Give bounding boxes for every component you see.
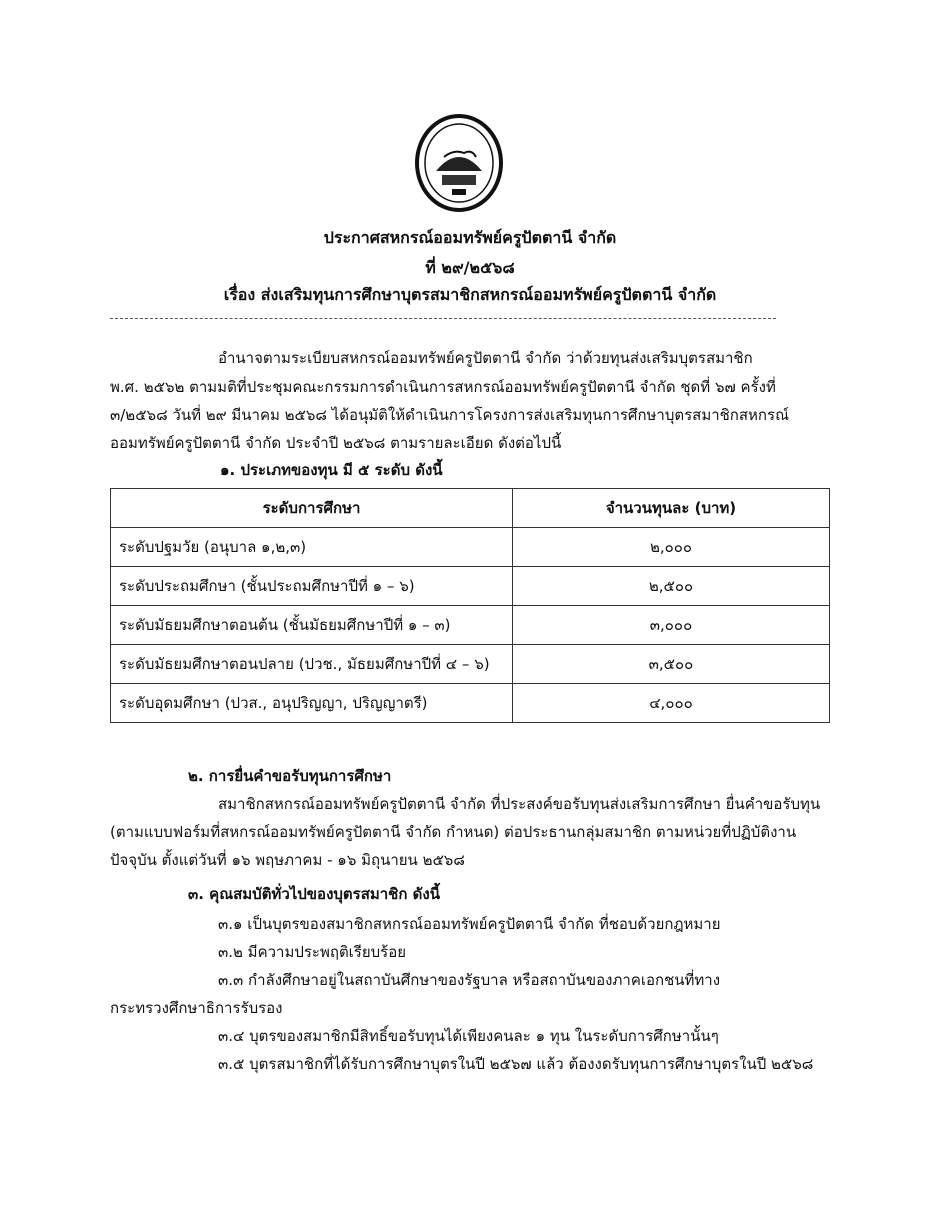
table-row <box>111 645 830 684</box>
intro-line-3: ๓/๒๕๖๘ วันที่ ๒๙ มีนาคม ๒๕๖๘ ได้อนุมัติให้ดำเนินการโครงการส่งเสริมทุนการศึกษาบุตรสมาชิกสหกรณ์ <box>110 406 789 424</box>
table-row <box>111 606 830 645</box>
level-cell: ระดับอุดมศึกษา (ปวส., อนุปริญญา, ปริญญาตรี) <box>111 684 513 723</box>
section-2-line-3: ปัจจุบัน ตั้งแต่วันที่ ๑๖ พฤษภาคม - ๑๖ มิถุนายน ๒๕๖๘ <box>110 851 465 869</box>
section-3-item-3: ๓.๓ กำลังศึกษาอยู่ในสถาบันศึกษาของรัฐบาล หรือสถาบันของภาคเอกชนที่ทาง <box>218 971 721 989</box>
level-cell: ระดับปฐมวัย (อนุบาล ๑,๒,๓) <box>111 528 513 567</box>
section-3-item-2: ๓.๒ มีความประพฤติเรียบร้อย <box>218 943 407 961</box>
section-2-line-2: (ตามแบบฟอร์มที่สหกรณ์ออมทรัพย์ครูปัตตานี จำกัด กำหนด) ต่อประธานกลุ่มสมาชิก ตามหน่วยที่ปฏิบัติงาน <box>110 823 797 841</box>
column-header-amount: จำนวนทุนละ (บาท) <box>513 489 830 528</box>
announcement-number: ที่ ๒๙/๒๕๖๘ <box>425 258 515 277</box>
section-3-item-3-continued: กระทรวงศึกษาธิการรับรอง <box>110 999 283 1017</box>
divider <box>110 318 776 319</box>
section-2-line-1: สมาชิกสหกรณ์ออมทรัพย์ครูปัตตานี จำกัด ที่ประสงค์ขอรับทุนส่งเสริมการศึกษา ยื่นคำขอรับทุน <box>218 795 821 813</box>
section-3-item-5: ๓.๕ บุตรสมาชิกที่ได้รับการศึกษาบุตรในปี ๒๕๖๗ แล้ว ต้องงดรับทุนการศึกษาบุตรในปี ๒๕๖๘ <box>218 1055 814 1073</box>
column-header-level: ระดับการศึกษา <box>111 489 513 528</box>
announcement-subject: เรื่อง ส่งเสริมทุนการศึกษาบุตรสมาชิกสหกรณ์ออมทรัพย์ครูปัตตานี จำกัด <box>223 285 717 304</box>
table-row <box>111 528 830 567</box>
intro-line-2: พ.ศ. ๒๕๖๒ ตามมติที่ประชุมคณะกรรมการดำเนินการสหกรณ์ออมทรัพย์ครูปัตตานี จำกัด ชุดที่ ๖๗ ครั้งที่ <box>110 378 776 396</box>
section-3-heading: ๓. คุณสมบัติทั่วไปของบุตรสมาชิก ดังนี้ <box>188 885 440 903</box>
level-cell: ระดับมัธยมศึกษาตอนปลาย (ปวช., มัธยมศึกษาปีที่ ๔ – ๖) <box>111 645 513 684</box>
section-2-heading: ๒. การยื่นคำขอรับทุนการศึกษา <box>188 767 392 785</box>
amount-cell: ๔,๐๐๐ <box>513 684 830 723</box>
table-row <box>111 684 830 723</box>
grant-table <box>110 488 830 723</box>
level-cell: ระดับประถมศึกษา (ชั้นประถมศึกษาปีที่ ๑ – ๖) <box>111 567 513 606</box>
amount-cell: ๒,๕๐๐ <box>513 567 830 606</box>
section-3-item-1: ๓.๑ เป็นบุตรของสมาชิกสหกรณ์ออมทรัพย์ครูปัตตานี จำกัด ที่ชอบด้วยกฎหมาย <box>218 915 721 933</box>
intro-line-4: ออมทรัพย์ครูปัตตานี จำกัด ประจำปี ๒๕๖๘ ตามรายละเอียด ดังต่อไปนี้ <box>110 434 562 452</box>
amount-cell: ๓,๐๐๐ <box>513 606 830 645</box>
section-3-item-4: ๓.๔ บุตรของสมาชิกมีสิทธิ์ขอรับทุนได้เพียงคนละ ๑ ทุน ในระดับการศึกษานั้นๆ <box>218 1027 719 1045</box>
cooperative-seal-icon <box>414 113 504 213</box>
announcement-title: ประกาศสหกรณ์ออมทรัพย์ครูปัตตานี จำกัด <box>323 228 617 247</box>
table-header-row <box>111 489 830 528</box>
table-row <box>111 567 830 606</box>
level-cell: ระดับมัธยมศึกษาตอนต้น (ชั้นมัธยมศึกษาปีที่ ๑ – ๓) <box>111 606 513 645</box>
section-1-heading: ๑. ประเภทของทุน มี ๕ ระดับ ดังนี้ <box>220 461 443 479</box>
amount-cell: ๒,๐๐๐ <box>513 528 830 567</box>
amount-cell: ๓,๕๐๐ <box>513 645 830 684</box>
intro-line-1: อำนาจตามระเบียบสหกรณ์ออมทรัพย์ครูปัตตานี จำกัด ว่าด้วยทุนส่งเสริมบุตรสมาชิก <box>218 349 753 367</box>
